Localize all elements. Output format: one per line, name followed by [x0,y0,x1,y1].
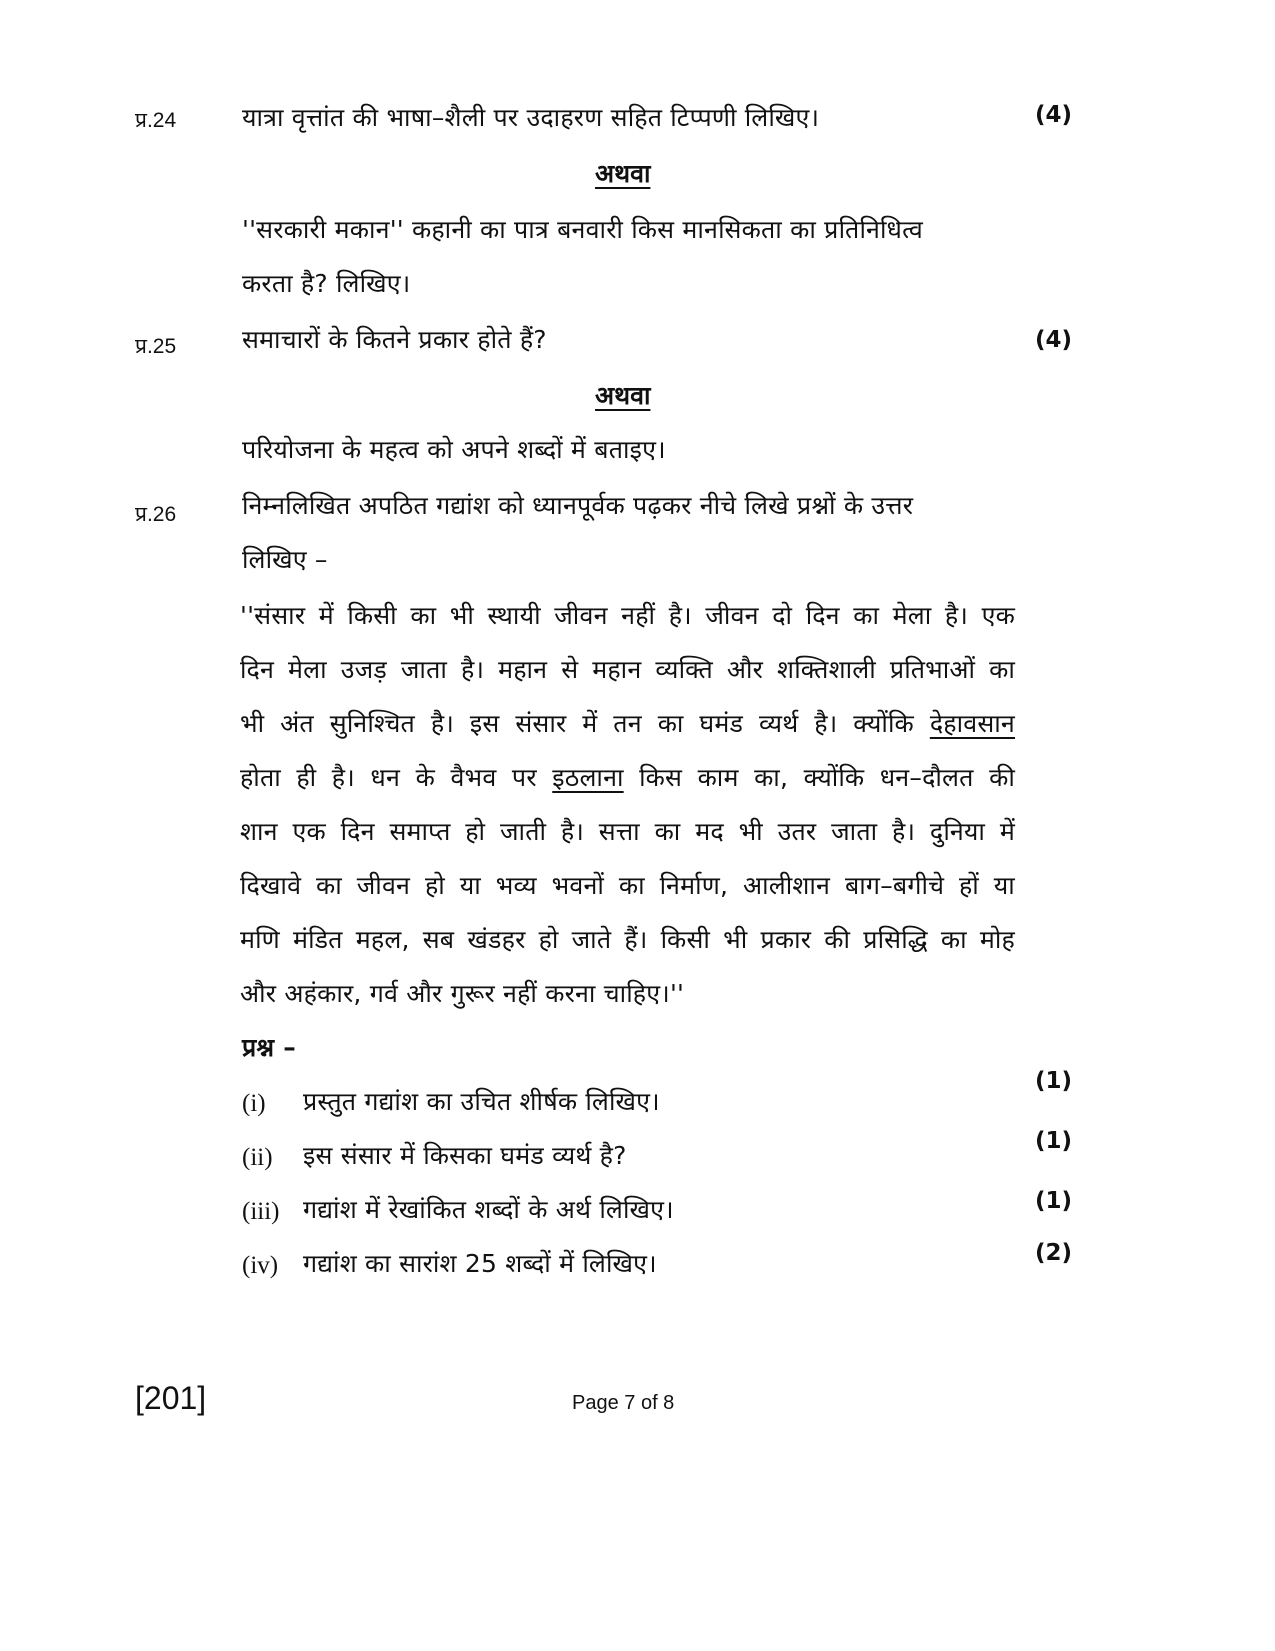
underlined-word-ithlana: इठलाना [552,763,624,792]
or-separator-24: अथवा [595,159,651,188]
question-25-text: समाचारों के कितने प्रकार होते हैं? [242,325,547,354]
paper-code: [201] [135,1380,207,1416]
question-number-26: प्र.26 [135,503,177,526]
questions-label: प्रश्न – [242,1033,296,1062]
question-24-text: यात्रा वृत्तांत की भाषा–शैली पर उदाहरण सहित टिप्पणी लिखिए। [242,103,820,132]
underlined-word-dehavasan: देहावसान [929,709,1015,738]
page-number: Page 7 of 8 [572,1392,675,1414]
sub-question-marks: (2) [1035,1240,1073,1266]
passage-line: दिन मेला उजड़ जाता है। महान से महान व्यक्ति और शक्तिशाली प्रतिभाओं का [240,655,1015,684]
question-25-alt-line-1: परियोजना के महत्व को अपने शब्दों में बताइए। [242,435,666,464]
sub-question-text: गद्यांश का सारांश 25 शब्दों में लिखिए। [303,1249,657,1278]
question-24-alt-line-2: करता है? लिखिए। [242,269,411,298]
sub-question-number: (iii) [242,1198,280,1225]
passage-line: दिखावे का जीवन हो या भव्य भवनों का निर्माण, आलीशान बाग–बगीचे हों या [240,871,1015,900]
question-number-25: प्र.25 [135,335,177,358]
question-26-instruction-line-1: निम्नलिखित अपठित गद्यांश को ध्यानपूर्वक पढ़कर नीचे लिखे प्रश्नों के उत्तर [242,491,914,520]
sub-question-number: (ii) [242,1144,273,1171]
sub-question-text: गद्यांश में रेखांकित शब्दों के अर्थ लिखिए। [303,1195,674,1224]
passage-line: ''संसार में किसी का भी स्थायी जीवन नहीं है। जीवन दो दिन का मेला है। एक [240,601,1015,630]
question-26-instruction-line-2: लिखिए – [242,545,328,574]
question-24-marks: (4) [1035,102,1073,128]
sub-question-number: (iv) [242,1252,279,1279]
question-25-marks: (4) [1035,327,1073,353]
or-separator-25: अथवा [595,381,651,410]
question-24-alt-line-1: ''सरकारी मकान'' कहानी का पात्र बनवारी किस मानसिकता का प्रतिनिधित्व [242,215,924,244]
sub-question-marks: (1) [1035,1188,1073,1214]
passage-line: मणि मंडित महल, सब खंडहर हो जाते हैं। किसी भी प्रकार की प्रसिद्धि का मोह [240,925,1015,954]
sub-question-marks: (1) [1035,1128,1073,1154]
passage-line: और अहंकार, गर्व और गुरूर नहीं करना चाहिए।'' [240,979,685,1008]
sub-question-text: इस संसार में किसका घमंड व्यर्थ है? [303,1141,627,1170]
passage-line: होता ही है। धन के वैभव पर इठलाना किस काम का, क्योंकि धन–दौलत की [240,763,1015,792]
sub-question-number: (i) [242,1090,266,1117]
question-number-24: प्र.24 [135,109,177,132]
sub-question-marks: (1) [1035,1068,1073,1094]
sub-question-text: प्रस्तुत गद्यांश का उचित शीर्षक लिखिए। [303,1087,660,1116]
passage-line: भी अंत सुनिश्चित है। इस संसार में तन का घमंड व्यर्थ है। क्योंकि देहावसान [240,709,1015,738]
passage-line: शान एक दिन समाप्त हो जाती है। सत्ता का मद भी उतर जाता है। दुनिया में [240,817,1015,846]
